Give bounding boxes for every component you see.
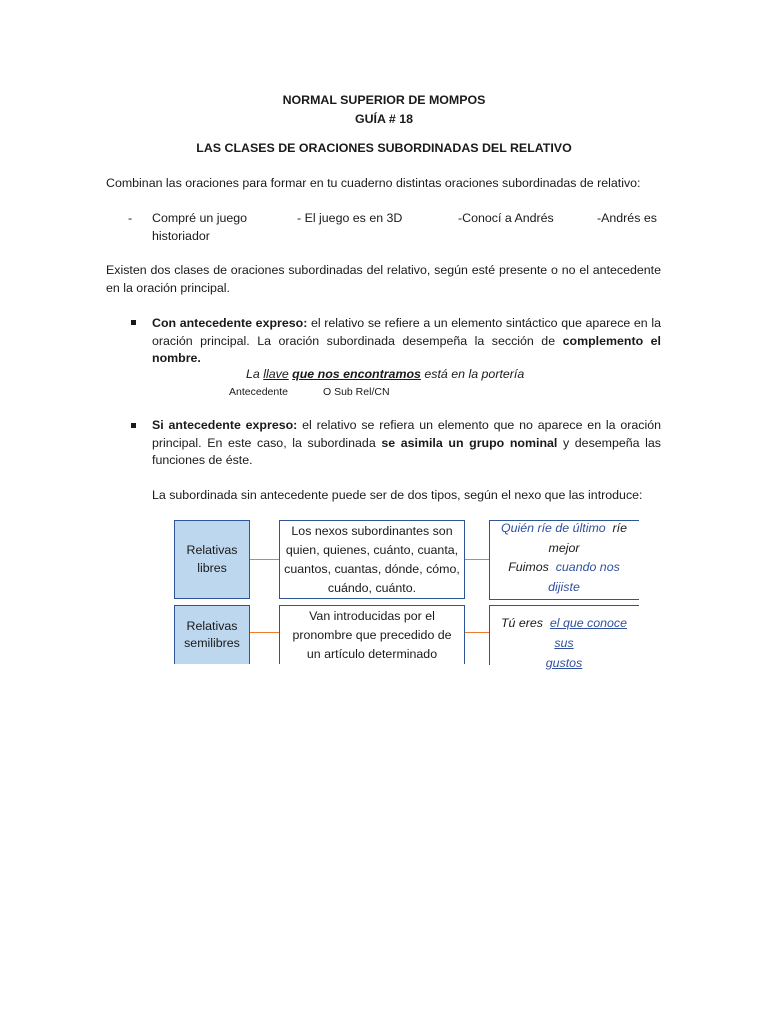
exercise-dash: - [128,211,133,225]
bullet-text: el relativo se refiere a un elemento sintáctico que aparece en la oración principal. La oración subordinada desempeña la sección de [152,316,661,348]
bullet-sin-antecedente [152,417,661,470]
types-paragraph: La subordinada sin antecedente puede ser de dos tipos, según el nexo que las introduce: [152,488,643,502]
example-relative: que nos encontramos [292,367,421,381]
example-libres [490,519,638,597]
relativas-semilibres-box: Relativas semilibres [174,605,250,664]
example-black: Fuimos [508,560,549,574]
example-black: Tú eres [500,616,543,630]
exercise-item-4-cont: historiador [152,229,210,243]
bullet-square-icon [131,423,136,428]
school-title: NORMAL SUPERIOR DE MOMPOS [282,93,486,107]
bullet-term: Si antecedente expreso: [152,418,298,432]
exercise-item-2: - El juego es en 3D [297,211,403,225]
label-antecedente: Antecedente [229,386,288,398]
label-o-sub-rel: O Sub Rel/CN [323,386,390,398]
exercise-item-1: Compré un juego [152,211,248,225]
example-semilibres [490,613,638,673]
topic-title: LAS CLASES DE ORACIONES SUBORDINADAS DEL RELATIVO [196,141,572,155]
example-blue: gustos [545,656,583,670]
connector-line [250,559,279,560]
connector-line [250,632,279,633]
bullet-term: Con antecedente expreso: [152,316,308,330]
intro-paragraph: Combinan las oraciones para formar en tu cuaderno distintas oraciones subordinadas de relativo: [106,176,641,190]
exercise-item-3: -Conocí a Andrés [458,211,554,225]
semilibres-desc-box: Van introducidas por el pronombre que precedido de un artículo determinado [279,605,465,664]
relativas-libres-box: Relativas libres [174,520,250,599]
connector-line [465,632,490,633]
nexos-libres-box: Los nexos subordinantes son quien, quienes, cuánto, cuanta, cuantos, cuantas, dónde, cómo, cuándo, cuánto. [279,520,465,599]
bullet-text: el relativo se refiera un elemento que no aparece en la oración principal. En este caso, la subordinada [152,418,662,450]
example-post: está en la portería [420,367,525,381]
bullet-square-icon [131,320,136,325]
bullet-bold: se asimila un grupo nominal [381,435,558,450]
bullet-bold: complemento el nombre. [152,333,662,365]
example-antecedent: llave [263,367,289,381]
bullet-text-end: y desempeña las funciones de éste. [152,435,662,467]
example-blue: dijiste [548,579,580,594]
example-blue: cuando nos [555,560,620,574]
example-black: ríe [612,521,628,535]
example-blue: Quién ríe de último [500,521,606,535]
connector-line [465,559,490,560]
guide-number: GUÍA # 18 [354,112,414,126]
exercise-item-4: -Andrés es [597,211,657,225]
example-black: mejor [548,540,580,555]
example-sentence [246,366,524,384]
classes-paragraph: Existen dos clases de oraciones subordinadas del relativo, según esté presente o no el antecedente en la oración principal. [106,263,661,295]
example-pre: La [246,367,264,381]
example-blue: el que conoce sus [549,616,628,650]
bullet-con-antecedente [152,315,661,368]
